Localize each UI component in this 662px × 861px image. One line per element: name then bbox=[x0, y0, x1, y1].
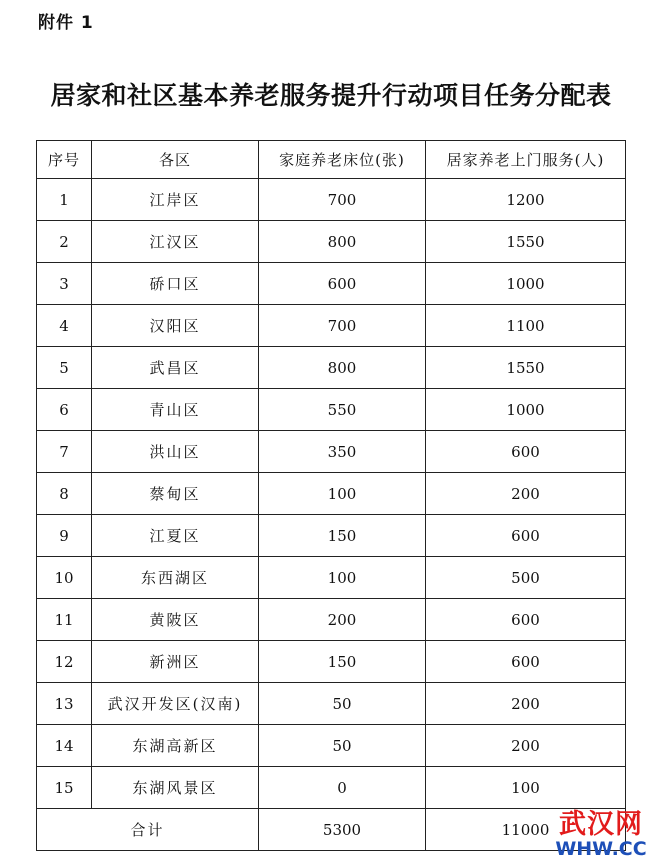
row-services: 200 bbox=[426, 473, 626, 515]
row-services: 1000 bbox=[426, 263, 626, 305]
row-services: 600 bbox=[426, 641, 626, 683]
row-district: 硚口区 bbox=[92, 263, 259, 305]
row-index: 9 bbox=[37, 515, 92, 557]
row-district: 东湖风景区 bbox=[92, 767, 259, 809]
table-row bbox=[37, 767, 626, 809]
row-services: 1550 bbox=[426, 221, 626, 263]
watermark-logo bbox=[546, 811, 656, 859]
row-district: 江岸区 bbox=[92, 179, 259, 221]
row-index: 10 bbox=[37, 557, 92, 599]
table-row bbox=[37, 557, 626, 599]
row-index: 6 bbox=[37, 389, 92, 431]
table-row bbox=[37, 221, 626, 263]
table-row bbox=[37, 305, 626, 347]
row-beds: 600 bbox=[259, 263, 426, 305]
row-beds: 100 bbox=[259, 557, 426, 599]
row-services: 500 bbox=[426, 557, 626, 599]
row-district: 洪山区 bbox=[92, 431, 259, 473]
row-services: 1000 bbox=[426, 389, 626, 431]
row-services: 1550 bbox=[426, 347, 626, 389]
table-row bbox=[37, 683, 626, 725]
table-row bbox=[37, 179, 626, 221]
row-beds: 700 bbox=[259, 305, 426, 347]
table-row bbox=[37, 389, 626, 431]
total-row bbox=[37, 809, 626, 851]
row-beds: 150 bbox=[259, 515, 426, 557]
table-row bbox=[37, 473, 626, 515]
attachment-label: 附件 1 bbox=[38, 13, 94, 33]
row-index: 8 bbox=[37, 473, 92, 515]
row-index: 12 bbox=[37, 641, 92, 683]
row-index: 11 bbox=[37, 599, 92, 641]
row-beds: 50 bbox=[259, 725, 426, 767]
watermark-url: WHW.CC bbox=[555, 838, 647, 860]
row-district: 武汉开发区(汉南) bbox=[92, 683, 259, 725]
table-row bbox=[37, 263, 626, 305]
row-services: 600 bbox=[426, 431, 626, 473]
row-index: 13 bbox=[37, 683, 92, 725]
row-beds: 0 bbox=[259, 767, 426, 809]
row-district: 武昌区 bbox=[92, 347, 259, 389]
row-services: 1200 bbox=[426, 179, 626, 221]
row-index: 1 bbox=[37, 179, 92, 221]
row-services: 200 bbox=[426, 725, 626, 767]
row-index: 7 bbox=[37, 431, 92, 473]
row-services: 600 bbox=[426, 515, 626, 557]
watermark-name: 武汉网 bbox=[559, 809, 643, 840]
row-services: 600 bbox=[426, 599, 626, 641]
row-beds: 350 bbox=[259, 431, 426, 473]
row-beds: 550 bbox=[259, 389, 426, 431]
row-index: 5 bbox=[37, 347, 92, 389]
header-services: 居家养老上门服务(人) bbox=[426, 141, 626, 179]
page-title: 居家和社区基本养老服务提升行动项目任务分配表 bbox=[50, 81, 612, 110]
row-district: 蔡甸区 bbox=[92, 473, 259, 515]
row-beds: 50 bbox=[259, 683, 426, 725]
row-beds: 700 bbox=[259, 179, 426, 221]
row-district: 黄陂区 bbox=[92, 599, 259, 641]
row-district: 新洲区 bbox=[92, 641, 259, 683]
total-services: 11000 bbox=[426, 809, 626, 851]
row-index: 3 bbox=[37, 263, 92, 305]
row-district: 青山区 bbox=[92, 389, 259, 431]
table-row bbox=[37, 347, 626, 389]
row-beds: 100 bbox=[259, 473, 426, 515]
row-index: 15 bbox=[37, 767, 92, 809]
row-beds: 200 bbox=[259, 599, 426, 641]
row-index: 4 bbox=[37, 305, 92, 347]
row-services: 1100 bbox=[426, 305, 626, 347]
table-row bbox=[37, 599, 626, 641]
row-district: 汉阳区 bbox=[92, 305, 259, 347]
table-row bbox=[37, 641, 626, 683]
row-index: 2 bbox=[37, 221, 92, 263]
row-services: 100 bbox=[426, 767, 626, 809]
task-allocation-table bbox=[36, 140, 626, 851]
total-label: 合计 bbox=[37, 809, 259, 851]
row-district: 东西湖区 bbox=[92, 557, 259, 599]
row-district: 江汉区 bbox=[92, 221, 259, 263]
table-row bbox=[37, 515, 626, 557]
row-beds: 150 bbox=[259, 641, 426, 683]
total-beds: 5300 bbox=[259, 809, 426, 851]
table-row bbox=[37, 431, 626, 473]
row-index: 14 bbox=[37, 725, 92, 767]
row-beds: 800 bbox=[259, 347, 426, 389]
row-district: 江夏区 bbox=[92, 515, 259, 557]
row-beds: 800 bbox=[259, 221, 426, 263]
header-beds: 家庭养老床位(张) bbox=[259, 141, 426, 179]
row-services: 200 bbox=[426, 683, 626, 725]
table-row bbox=[37, 725, 626, 767]
row-district: 东湖高新区 bbox=[92, 725, 259, 767]
header-district: 各区 bbox=[92, 141, 259, 179]
table-header-row bbox=[37, 141, 626, 179]
header-index: 序号 bbox=[37, 141, 92, 179]
